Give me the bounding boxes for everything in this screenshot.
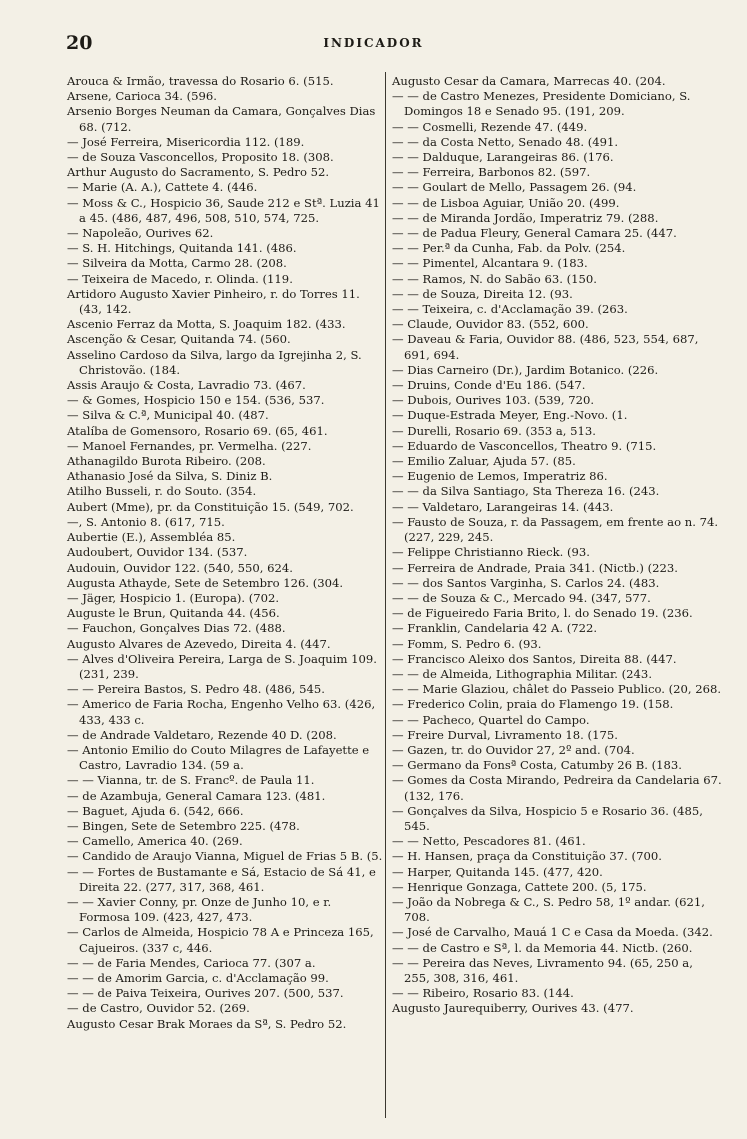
directory-entry: Augusto Alvares de Azevedo, Direita 4. (447. xyxy=(67,636,331,651)
column-divider xyxy=(385,72,386,1118)
directory-entry: — — Per.ª da Cunha, Fab. da Polv. (254. xyxy=(392,241,626,256)
directory-entry: — & Gomes, Hospicio 150 e 154. (536, 537. xyxy=(67,393,325,408)
directory-entry: — de Castro, Ouvidor 52. (269. xyxy=(67,1001,250,1016)
directory-entry: — — Pereira Bastos, S. Pedro 48. (486, 545. xyxy=(67,682,325,697)
directory-entry: Ascenção & Cesar, Quitanda 74. (560. xyxy=(67,332,291,347)
directory-entry: — — de Faria Mendes, Carioca 77. (307 a. xyxy=(67,955,316,970)
directory-entry: Audouin, Ouvidor 122. (540, 550, 624. xyxy=(67,560,293,575)
directory-entry: Artidoro Augusto Xavier Pinheiro, r. do Torres 11. (43, 142. xyxy=(67,286,360,317)
directory-entry: Arouca & Irmão, travessa do Rosario 6. (515. xyxy=(67,74,334,88)
directory-entry: — José Ferreira, Misericordia 112. (189. xyxy=(67,134,305,149)
directory-entry: — — Ribeiro, Rosario 83. (144. xyxy=(392,986,574,1001)
directory-entry: Augusto Cesar da Camara, Marrecas 40. (204. xyxy=(392,74,666,88)
directory-entry: — José de Carvalho, Mauá 1 C e Casa da Moeda. (342. xyxy=(392,925,713,940)
directory-entry: — Germano da Fonsª Costa, Catumby 26 B. (183. xyxy=(392,758,682,773)
directory-entry: — Camello, America 40. (269. xyxy=(67,834,243,849)
directory-entry: — Fausto de Souza, r. da Passagem, em frente ao n. 74. (227, 229, 245. xyxy=(392,514,719,545)
directory-entry: Augusta Athayde, Sete de Setembro 126. (304. xyxy=(67,575,344,590)
directory-entry: Aubert (Mme), pr. da Constituição 15. (549, 702. xyxy=(67,499,354,514)
directory-entry: — — de Padua Fleury, General Camara 25. (447. xyxy=(392,226,677,241)
directory-entry: — Daveau & Faria, Ouvidor 88. (486, 523, 554, 687, 691, 694. xyxy=(392,332,699,362)
directory-entry: Augusto Jaurequiberry, Ourives 43. (477. xyxy=(392,1001,634,1016)
directory-entry: — — de Castro Menezes, Presidente Domiciano, S. Domingos 18 e Senado 95. (191, 209. xyxy=(392,89,691,119)
directory-entry: Asselino Cardoso da Silva, largo da Igrejinha 2, S. Christovão. (184. xyxy=(67,347,362,377)
directory-entry: — H. Hansen, praça da Constituição 37. (700. xyxy=(392,849,662,864)
directory-entry: — Napoleão, Ourives 62. xyxy=(67,226,214,241)
directory-entry: Auguste le Brun, Quitanda 44. (456. xyxy=(67,606,280,621)
directory-entry: — Frederico Colin, praia do Flamengo 19. (158. xyxy=(392,697,674,712)
directory-entry: — Eugenio de Lemos, Imperatriz 86. xyxy=(392,469,608,484)
directory-entry: — Durelli, Rosario 69. (353 a, 513. xyxy=(392,423,596,438)
directory-entry: Atilho Busseli, r. do Souto. (354. xyxy=(67,484,257,499)
directory-entry: — — Netto, Pescadores 81. (461. xyxy=(392,834,586,849)
directory-entry: — de Souza Vasconcellos, Proposito 18. (308. xyxy=(67,150,334,165)
directory-entry: — Dias Carneiro (Dr.), Jardim Botanico. (226. xyxy=(392,362,659,377)
directory-entry: — Claude, Ouvidor 83. (552, 600. xyxy=(392,317,589,332)
directory-entry: — — de Castro e Sª, l. da Memoria 44. Nictb. (260. xyxy=(392,940,693,955)
directory-entry: — — Pimentel, Alcantara 9. (183. xyxy=(392,256,588,271)
directory-entry: — — de Almeida, Lithographia Militar. (243. xyxy=(392,666,652,681)
directory-entry: — S. H. Hitchings, Quitanda 141. (486. xyxy=(67,241,297,256)
directory-entry: — — Marie Glaziou, châlet do Passeio Publico. (20, 268. xyxy=(392,682,722,697)
directory-entry: Ascenio Ferraz da Motta, S. Joaquim 182. (433. xyxy=(67,317,346,332)
directory-entry: — Freire Durval, Livramento 18. (175. xyxy=(392,727,618,742)
directory-entry: Audoubert, Ouvidor 134. (537. xyxy=(67,545,248,560)
directory-entry: — Silveira da Motta, Carmo 28. (208. xyxy=(67,256,287,271)
directory-entry: — Silva & C.ª, Municipal 40. (487. xyxy=(67,408,269,423)
directory-entry: — — de Lisboa Aguiar, União 20. (499. xyxy=(392,195,620,210)
directory-entry: — Harper, Quitanda 145. (477, 420. xyxy=(392,864,603,879)
directory-entry: — Ferreira de Andrade, Praia 341. (Nictb.) (223. xyxy=(392,560,678,575)
directory-entry: — Dubois, Ourives 103. (539, 720. xyxy=(392,393,595,408)
directory-entry: — Fauchon, Gonçalves Dias 72. (488. xyxy=(67,621,286,636)
directory-entry: — — de Paiva Teixeira, Ourives 207. (500, 537. xyxy=(67,986,344,1001)
directory-entry: — Moss & C., Hospicio 36, Saude 212 e Stª. Luzia 41 a 45. (486, 487, 496, 508, 510, 574, 725. xyxy=(67,195,380,225)
page-header xyxy=(0,32,747,56)
directory-entry: — — Dalduque, Larangeiras 86. (176. xyxy=(392,150,614,165)
directory-entry: — Eduardo de Vasconcellos, Theatro 9. (715. xyxy=(392,438,657,453)
directory-entry: Atalíba de Gomensoro, Rosario 69. (65, 461. xyxy=(67,423,328,438)
directory-entry: — — Teixeira, c. d'Acclamação 39. (263. xyxy=(392,302,628,317)
directory-entry: — Henrique Gonzaga, Cattete 200. (5, 175. xyxy=(392,879,647,894)
directory-entry: Arsene, Carioca 34. (596. xyxy=(67,89,217,104)
directory-entry: — Carlos de Almeida, Hospicio 78 A e Princeza 165, Cajueiros. (337 c, 446. xyxy=(67,925,374,955)
directory-entry: — — de Souza & C., Mercado 94. (347, 577. xyxy=(392,590,651,605)
directory-entry: — Francisco Aleixo dos Santos, Direita 88. (447. xyxy=(392,651,677,666)
directory-entry: — Gazen, tr. do Ouvidor 27, 2º and. (704. xyxy=(392,742,635,757)
directory-entry: Athanagildo Burota Ribeiro. (208. xyxy=(67,454,266,469)
directory-entry: — — de Souza, Direita 12. (93. xyxy=(392,286,573,301)
directory-entry: — Emilio Zaluar, Ajuda 57. (85. xyxy=(392,454,576,469)
directory-entry: Augusto Cesar Brak Moraes da Sª, S. Pedro 52. xyxy=(67,1016,347,1031)
directory-entry: — Gomes da Costa Mirando, Pedreira da Candelaria 67. (132, 176. xyxy=(392,773,722,803)
directory-entry: — Antonio Emilio do Couto Milagres de Lafayette e Castro, Lavradio 134. (59 a. xyxy=(67,742,370,773)
directory-entry: — Gonçalves da Silva, Hospicio 5 e Rosario 36. (485, 545. xyxy=(392,803,703,833)
directory-entry: — de Figueiredo Faria Brito, l. do Senado 19. (236. xyxy=(392,606,693,621)
page-number: 20 xyxy=(66,32,93,54)
directory-entry: — Americo de Faria Rocha, Engenho Velho 63. (426, 433, 433 c. xyxy=(67,697,376,727)
directory-entry: — — da Silva Santiago, Sta Thereza 16. (243. xyxy=(392,484,660,499)
directory-entry: — Duque-Estrada Meyer, Eng.-Novo. (1. xyxy=(392,408,628,423)
directory-entry: Aubertie (E.), Assembléa 85. xyxy=(67,530,236,545)
directory-entry: — Alves d'Oliveira Pereira, Larga de S. Joaquim 109. (231, 239. xyxy=(67,651,377,681)
directory-entry: — — de Miranda Jordão, Imperatriz 79. (288. xyxy=(392,210,659,225)
directory-entry: — — Goulart de Mello, Passagem 26. (94. xyxy=(392,180,637,195)
directory-entry: —, S. Antonio 8. (617, 715. xyxy=(67,514,225,529)
directory-entry: — — de Amorim Garcia, c. d'Acclamação 99. xyxy=(67,970,329,985)
directory-entry: — Druins, Conde d'Eu 186. (547. xyxy=(392,378,586,393)
directory-entry: — — Vianna, tr. de S. Francº. de Paula 11. xyxy=(67,773,315,788)
directory-entry: — Felippe Christianno Rieck. (93. xyxy=(392,545,590,560)
directory-entry: — — Xavier Conny, pr. Onze de Junho 10, e r. Formosa 109. (423, 427, 473. xyxy=(67,894,332,925)
directory-entry: Arthur Augusto do Sacramento, S. Pedro 52. xyxy=(67,165,330,180)
directory-entry: — Franklin, Candelaria 42 A. (722. xyxy=(392,621,598,636)
directory-entry: Arsenio Borges Neuman da Camara, Gonçalves Dias 68. (712. xyxy=(67,104,376,134)
directory-entry: — João da Nobrega & C., S. Pedro 58, 1º andar. (621, 708. xyxy=(392,894,705,925)
directory-entry: — Candido de Araujo Vianna, Miguel de Frias 5 B. (5. xyxy=(67,849,383,864)
page-title: INDICADOR xyxy=(323,36,424,50)
directory-entry: — Marie (A. A.), Cattete 4. (446. xyxy=(67,180,258,195)
directory-entry: — — Pereira das Neves, Livramento 94. (65, 250 a, 255, 308, 316, 461. xyxy=(392,955,693,985)
directory-entry: — de Azambuja, General Camara 123. (481. xyxy=(67,788,326,803)
directory-entry: — Baguet, Ajuda 6. (542, 666. xyxy=(67,803,244,818)
directory-entry: — — Pacheco, Quartel do Campo. xyxy=(392,712,590,727)
directory-entry: Athanasio José da Silva, S. Diniz B. xyxy=(67,469,273,484)
directory-entry: — — Ferreira, Barbonos 82. (597. xyxy=(392,165,591,180)
directory-entry: — — Valdetaro, Larangeiras 14. (443. xyxy=(392,499,614,514)
directory-entry: — Jäger, Hospicio 1. (Europa). (702. xyxy=(67,590,280,605)
right-column xyxy=(392,74,722,1017)
directory-entry: — Teixeira de Macedo, r. Olinda. (119. xyxy=(67,271,293,286)
directory-entry: — de Andrade Valdetaro, Rezende 40 D. (208. xyxy=(67,727,337,742)
directory-entry: — — Fortes de Bustamante e Sá, Estacio de Sá 41, e Direita 22. (277, 317, 368, 461. xyxy=(67,864,376,894)
directory-entry: — Manoel Fernandes, pr. Vermelha. (227. xyxy=(67,438,312,453)
directory-entry: — — Cosmelli, Rezende 47. (449. xyxy=(392,119,588,134)
left-column xyxy=(67,74,385,1032)
directory-entry: — Fomm, S. Pedro 6. (93. xyxy=(392,636,542,651)
directory-entry: — Bingen, Sete de Setembro 225. (478. xyxy=(67,818,300,833)
directory-entry: — — dos Santos Varginha, S. Carlos 24. (483. xyxy=(392,575,660,590)
directory-entry: — — Ramos, N. do Sabão 63. (150. xyxy=(392,271,597,286)
directory-entry: Assis Araujo & Costa, Lavradio 73. (467. xyxy=(67,378,306,393)
directory-entry: — — da Costa Netto, Senado 48. (491. xyxy=(392,134,619,149)
